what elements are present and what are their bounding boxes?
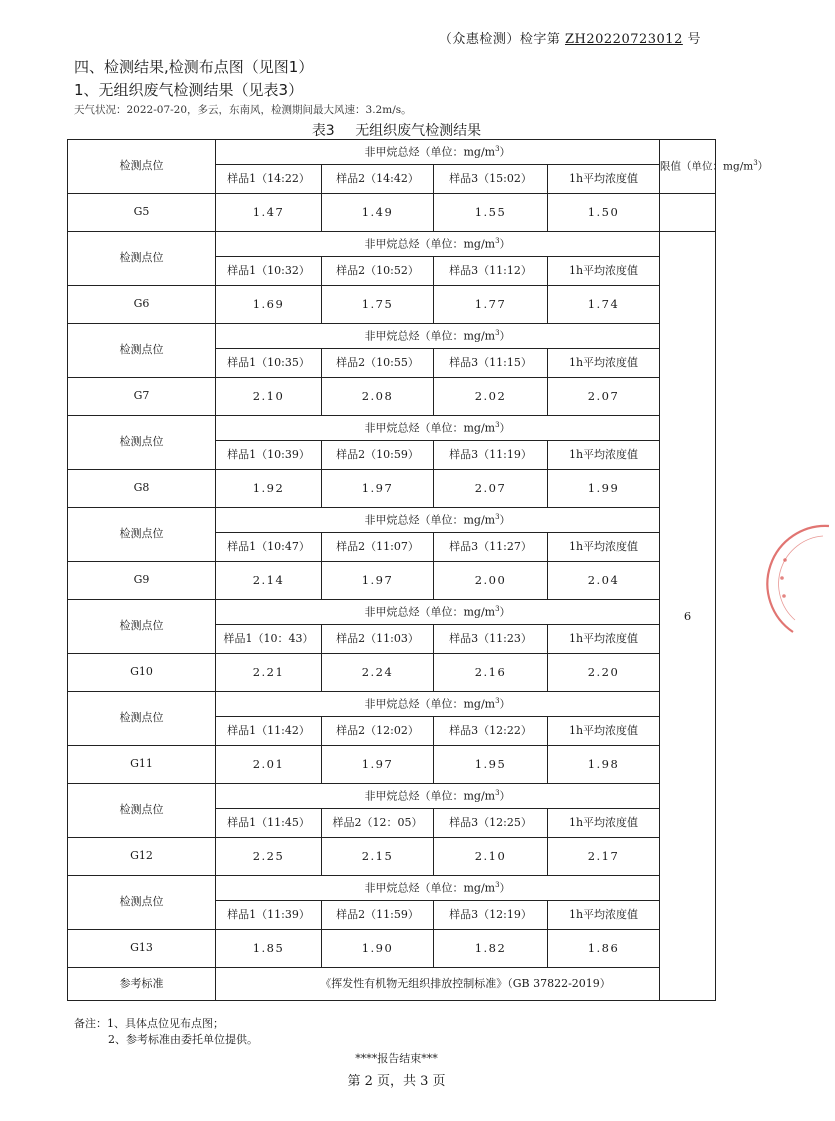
sample-value: 1.47 — [216, 194, 322, 232]
note-1: 备注：1、具体点位见布点图； — [74, 1017, 224, 1030]
table-row — [68, 286, 716, 324]
standard-label: 参考标准 — [68, 968, 216, 1001]
sample-header: 样品1（11:42） — [216, 717, 322, 746]
point-id: G9 — [68, 562, 216, 600]
table-row — [68, 140, 716, 165]
parameter-header: 非甲烷总烃（单位：$mg/m^3$） — [216, 876, 660, 901]
sample-header: 样品2（11:59） — [322, 901, 434, 930]
notes — [74, 1016, 258, 1048]
sample-header: 样品3（15:02） — [434, 165, 548, 194]
sample-value: 1.97 — [322, 746, 434, 784]
sample-value: 1.95 — [434, 746, 548, 784]
page-number: 第 2 页，共 3 页 — [347, 1074, 446, 1089]
table-label: 表3 — [311, 123, 335, 139]
point-id: G5 — [68, 194, 216, 232]
sample-header: 样品3（11:19） — [434, 441, 548, 470]
parameter-header: 非甲烷总烃（单位：$mg/m^3$） — [216, 508, 660, 533]
table-row — [68, 470, 716, 508]
parameter-header-text: 非甲烷总烃（单位：mg/m — [364, 881, 496, 895]
sample-value: 1.55 — [434, 194, 548, 232]
report-number-suffix: 号 — [687, 32, 701, 47]
average-header: 1h平均浓度值 — [548, 257, 660, 286]
average-header: 1h平均浓度值 — [548, 349, 660, 378]
sample-header: 样品3（12:22） — [434, 717, 548, 746]
average-value: 1.50 — [548, 194, 660, 232]
report-number — [439, 28, 701, 47]
average-value: 2.20 — [548, 654, 660, 692]
sample-header: 样品1（10:39） — [216, 441, 322, 470]
sample-value: 1.69 — [216, 286, 322, 324]
sample-header: 样品2（12:02） — [322, 717, 434, 746]
average-value: 1.99 — [548, 470, 660, 508]
table-row — [68, 876, 716, 901]
average-header: 1h平均浓度值 — [548, 533, 660, 562]
section-title: 四、检测结果,检测布点图（见图1） — [74, 58, 314, 76]
point-id: G12 — [68, 838, 216, 876]
sample-value: 2.15 — [322, 838, 434, 876]
average-value: 2.07 — [548, 378, 660, 416]
table-row — [68, 746, 716, 784]
position-label: 检测点位 — [68, 600, 216, 654]
sample-header: 样品1（14:22） — [216, 165, 322, 194]
sample-value: 2.07 — [434, 470, 548, 508]
position-label: 检测点位 — [68, 416, 216, 470]
results-table — [67, 139, 769, 1001]
position-label: 检测点位 — [68, 140, 216, 194]
point-id: G6 — [68, 286, 216, 324]
position-label: 检测点位 — [68, 876, 216, 930]
report-number-prefix: （众惠检测）检字第 — [438, 32, 561, 47]
sample-value: 1.97 — [322, 470, 434, 508]
parameter-header-text: 非甲烷总烃（单位：mg/m — [364, 329, 496, 343]
report-number-value: ZH20220723012 — [564, 32, 683, 47]
position-label: 检测点位 — [68, 692, 216, 746]
parameter-header: 非甲烷总烃（单位：$mg/m^3$） — [216, 784, 660, 809]
table-row — [68, 600, 716, 625]
sample-value: 2.01 — [216, 746, 322, 784]
parameter-header-text: 非甲烷总烃（单位：mg/m — [364, 513, 496, 527]
sample-header: 样品2（14:42） — [322, 165, 434, 194]
position-label: 检测点位 — [68, 784, 216, 838]
sample-value: 1.82 — [434, 930, 548, 968]
parameter-header-text: 非甲烷总烃（单位：mg/m — [364, 605, 496, 619]
parameter-header: 非甲烷总烃（单位：$mg/m^3$） — [216, 692, 660, 717]
average-header: 1h平均浓度值 — [548, 717, 660, 746]
table-row — [68, 784, 716, 809]
point-id: G7 — [68, 378, 216, 416]
subsection-title: 1、无组织废气检测结果（见表3） — [74, 81, 304, 99]
sample-value: 2.24 — [322, 654, 434, 692]
parameter-header: 非甲烷总烃（单位：$mg/m^3$） — [216, 324, 660, 349]
sample-header: 样品1（10:32） — [216, 257, 322, 286]
note-2: 2、参考标准由委托单位提供。 — [108, 1033, 258, 1046]
table-caption — [0, 120, 793, 140]
point-id: G11 — [68, 746, 216, 784]
average-header: 1h平均浓度值 — [548, 901, 660, 930]
sample-header: 样品2（12：05） — [322, 809, 434, 838]
sample-header: 样品3（11:12） — [434, 257, 548, 286]
average-value: 1.74 — [548, 286, 660, 324]
parameter-header-text: 非甲烷总烃（单位：mg/m — [364, 789, 496, 803]
table-row — [68, 562, 716, 600]
sample-value: 1.92 — [216, 470, 322, 508]
sample-header: 样品1（10:47） — [216, 533, 322, 562]
sample-value: 1.75 — [322, 286, 434, 324]
sample-header: 样品3（12:25） — [434, 809, 548, 838]
sample-header: 样品2（10:59） — [322, 441, 434, 470]
table-title: 无组织废气检测结果 — [355, 123, 482, 139]
parameter-header-text: 非甲烷总烃（单位：mg/m — [364, 421, 496, 435]
sample-value: 2.02 — [434, 378, 548, 416]
sample-header: 样品2（11:07） — [322, 533, 434, 562]
table-row — [68, 378, 716, 416]
limit-blank — [660, 194, 716, 232]
weather-info: 天气状况：2022-07-20，多云，东南风，检测期间最大风速：3.2m/s。 — [74, 104, 412, 116]
sample-value: 2.10 — [216, 378, 322, 416]
standard-value: 《挥发性有机物无组织排放控制标准》（GB 37822-2019） — [216, 968, 716, 1001]
table-row — [68, 654, 716, 692]
sample-header: 样品3（11:15） — [434, 349, 548, 378]
table-row — [68, 838, 716, 876]
sample-value: 2.14 — [216, 562, 322, 600]
average-value: 2.17 — [548, 838, 660, 876]
table-row — [68, 232, 716, 257]
table-row — [68, 930, 716, 968]
sample-header: 样品1（10：43） — [216, 625, 322, 654]
average-value: 2.04 — [548, 562, 660, 600]
parameter-header: 非甲烷总烃（单位：$mg/m^3$） — [216, 232, 660, 257]
parameter-header: 非甲烷总烃（单位：$mg/m^3$） — [216, 416, 660, 441]
position-label: 检测点位 — [68, 232, 216, 286]
parameter-header-text: 非甲烷总烃（单位：mg/m — [364, 697, 496, 711]
average-value: 1.98 — [548, 746, 660, 784]
point-id: G8 — [68, 470, 216, 508]
table-row — [68, 692, 716, 717]
sample-value: 1.97 — [322, 562, 434, 600]
table-row — [68, 508, 716, 533]
report-end: ****报告结束*** — [355, 1052, 438, 1065]
average-header: 1h平均浓度值 — [548, 165, 660, 194]
parameter-header-text: 非甲烷总烃（单位：mg/m — [364, 145, 496, 159]
table-row — [68, 968, 716, 1001]
sample-header: 样品1（11:39） — [216, 901, 322, 930]
table-row — [68, 324, 716, 349]
parameter-header: 非甲烷总烃（单位：$mg/m^3$） — [216, 600, 660, 625]
sample-header: 样品3（11:23） — [434, 625, 548, 654]
sample-value: 2.21 — [216, 654, 322, 692]
sample-value: 2.00 — [434, 562, 548, 600]
table-row — [68, 416, 716, 441]
limit-header: 限值（单位：$mg/m^3$） — [660, 140, 716, 194]
parameter-header-text: 非甲烷总烃（单位：mg/m — [364, 237, 496, 251]
sample-header: 样品1（10:35） — [216, 349, 322, 378]
sample-header: 样品2（10:52） — [322, 257, 434, 286]
average-header: 1h平均浓度值 — [548, 809, 660, 838]
point-id: G10 — [68, 654, 216, 692]
sample-value: 1.49 — [322, 194, 434, 232]
parameter-header: 非甲烷总烃（单位：$mg/m^3$） — [216, 140, 660, 165]
average-value: 1.86 — [548, 930, 660, 968]
position-label: 检测点位 — [68, 508, 216, 562]
sample-value: 2.25 — [216, 838, 322, 876]
sample-header: 样品3（12:19） — [434, 901, 548, 930]
seal-stamp-icon — [751, 520, 835, 640]
average-header: 1h平均浓度值 — [548, 441, 660, 470]
sample-header: 样品1（11:45） — [216, 809, 322, 838]
table-row — [68, 194, 716, 232]
average-header: 1h平均浓度值 — [548, 625, 660, 654]
sample-header: 样品2（10:55） — [322, 349, 434, 378]
point-id: G13 — [68, 930, 216, 968]
sample-header: 样品3（11:27） — [434, 533, 548, 562]
sample-value: 1.90 — [322, 930, 434, 968]
sample-value: 2.10 — [434, 838, 548, 876]
sample-value: 1.85 — [216, 930, 322, 968]
sample-header: 样品2（11:03） — [322, 625, 434, 654]
position-label: 检测点位 — [68, 324, 216, 378]
sample-value: 2.08 — [322, 378, 434, 416]
sample-value: 1.77 — [434, 286, 548, 324]
limit-value: 6 — [660, 232, 716, 1001]
sample-value: 2.16 — [434, 654, 548, 692]
limit-header-text: 限值（单位：mg/m — [660, 160, 754, 173]
